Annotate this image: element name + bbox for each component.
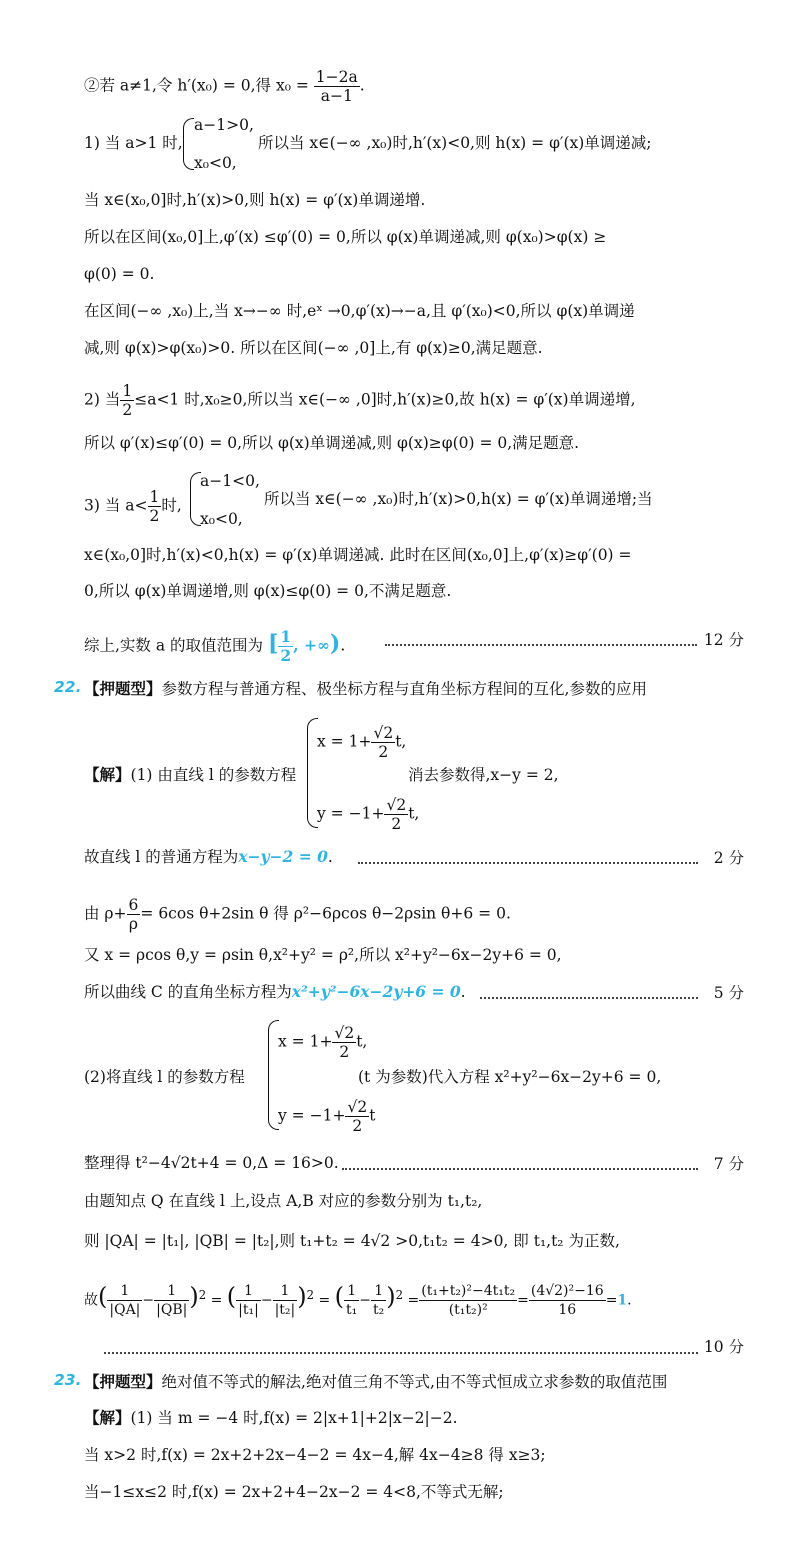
leader-dots — [104, 1352, 698, 1354]
text-line: 所以当 x∈(−∞ ,x₀)时,h′(x)>0,h(x) = φ′(x)单调递增;当 — [264, 490, 653, 508]
text-line: 所以当 x∈(−∞ ,x₀)时,h′(x)<0,则 h(x) = φ′(x)单调递减; — [258, 134, 652, 152]
text-line: 【解】(1) 当 m = −4 时,f(x) = 2|x+1|+2|x−2|−2. — [84, 1409, 458, 1427]
text-line: 由题知点 Q 在直线 l 上,设点 A,B 对应的参数分别为 t₁,t₂, — [84, 1192, 483, 1210]
text-line: 消去参数得,x−y = 2, — [408, 766, 559, 784]
text-line: 【解】(1) 由直线 l 的参数方程 — [84, 766, 297, 784]
score-label: 12 分 — [703, 631, 744, 649]
fraction: $\frac{1}{2}$ — [280, 627, 292, 665]
equation-line: 故( $\frac{1}{|QA|}$ − $\frac{1}{|QB|}$ )$^2$ = ( $\frac{1}{\text{|t₁|}}$ − $\frac{1}{\text{|t₂|}}$ )$^2$ = ( $\frac{1}{\text{t₁}}$ − $\frac{1}{\text{t₂}}$ )$^2$ = $\frac{\text{(t₁+t₂)²−4t₁t₂}}{\text{(t₁t₂)²}}$ = $\frac{\text{(4√2)²−16}}{16}$ =1. — [84, 1282, 632, 1318]
equation-x: x = 1+ $\frac{√2}{2}$ t, — [278, 1024, 368, 1061]
equation-y: y = −1+ $\frac{√2}{2}$ t, — [317, 796, 420, 833]
text-line: 整理得 t²−4√2t+4 = 0,Δ = 16>0. — [84, 1154, 339, 1172]
leader-dots — [385, 644, 697, 646]
text-line: 故直线 l 的普通方程为x−y−2 = 0. — [84, 847, 333, 866]
text-line: 所以 φ′(x)≤φ′(0) = 0,所以 φ(x)单调递减,则 φ(x)≥φ(0) = 0,满足题意. — [84, 434, 580, 452]
text-line: 又 x = ρcos θ,y = ρsin θ,x²+y² = ρ²,所以 x²+y²−6x−2y+6 = 0, — [84, 946, 562, 964]
brace — [183, 118, 194, 170]
text-line: 由 ρ+ $\frac{6}{\rho}$ = 6cos θ+2sin θ 得 ρ²−6ρcos θ−2ρsin θ+6 = 0. — [84, 896, 511, 933]
text-line: 当−1≤x≤2 时,f(x) = 2x+2+4−2x−2 = 4<8,不等式无解; — [84, 1483, 504, 1501]
text-line: 2) 当 $\frac{1}{2}$ ≤a<1 时,x₀≥0,所以当 x∈(−∞ ,0]时,h′(x)≥0,故 h(x) = φ′(x)单调递增, — [84, 382, 636, 419]
score-label: 7 分 — [713, 1155, 744, 1173]
system-line: x₀<0, — [200, 510, 243, 528]
question-number: 23. — [54, 1371, 82, 1389]
fraction: $\frac{1}{2}$ — [122, 382, 133, 419]
equation-y: y = −1+ $\frac{√2}{2}$ t — [278, 1098, 376, 1135]
system-line: a−1<0, — [200, 472, 260, 490]
text-line: x∈(x₀,0]时,h′(x)<0,h(x) = φ′(x)单调递减. 此时在区间(x₀,0]上,φ′(x)≥φ′(0) = — [84, 546, 632, 564]
leader-dots — [342, 1168, 698, 1170]
system-line: a−1>0, — [194, 116, 254, 134]
text-line: (t 为参数)代入方程 x²+y²−6x−2y+6 = 0, — [358, 1068, 662, 1086]
text-line: 当 x>2 时,f(x) = 2x+2+2x−4−2 = 4x−4,解 4x−4≥8 得 x≥3; — [84, 1446, 546, 1464]
score-label: 2 分 — [713, 849, 744, 867]
text-line: 综上,实数 a 的取值范围为 [ $\frac{1}{2}$ , +∞). — [84, 627, 346, 665]
text-line: (2)将直线 l 的参数方程 — [84, 1068, 245, 1086]
text-line: 1) 当 a>1 时, — [84, 134, 183, 152]
fraction: $\frac{1-2a}{a-1}$ — [315, 68, 358, 105]
text-line: 3) 当 a< $\frac{1}{2}$ 时, — [84, 488, 182, 525]
text-line: 当 x∈(x₀,0]时,h′(x)>0,则 h(x) = φ′(x)单调递增. — [84, 191, 426, 209]
fraction: $\frac{1}{2}$ — [149, 488, 160, 525]
text-line: 在区间(−∞ ,x₀)上,当 x→−∞ 时,eˣ →0,φ′(x)→−a,且 φ′(x₀)<0,所以 φ(x)单调递 — [84, 302, 635, 320]
score-label: 10 分 — [703, 1338, 744, 1356]
question-heading: 【押题型】绝对值不等式的解法,绝对值三角不等式,由不等式恒成立求参数的取值范围 — [84, 1373, 668, 1391]
text-line: 减,则 φ(x)>φ(x₀)>0. 所以在区间(−∞ ,0]上,有 φ(x)≥0,满足题意. — [84, 339, 543, 357]
text-line: 0,所以 φ(x)单调递增,则 φ(x)≤φ(0) = 0,不满足题意. — [84, 582, 452, 600]
text-line: 则 |QA| = |t₁|, |QB| = |t₂|,则 t₁+t₂ = 4√2 >0,t₁t₂ = 4>0, 即 t₁,t₂ 为正数, — [84, 1232, 620, 1250]
score-label: 5 分 — [713, 984, 744, 1002]
leader-dots — [358, 862, 698, 864]
question-number: 22. — [54, 678, 82, 696]
text-line: φ(0) = 0. — [84, 265, 155, 283]
question-heading: 【押题型】参数方程与普通方程、极坐标方程与直角坐标方程间的互化,参数的应用 — [84, 680, 647, 698]
text-line: 所以在区间(x₀,0]上,φ′(x) ≤φ′(0) = 0,所以 φ(x)单调递减,则 φ(x₀)>φ(x) ≥ — [84, 228, 607, 246]
system-line: x₀<0, — [194, 154, 237, 172]
leader-dots — [480, 997, 698, 999]
text-line: 所以曲线 C 的直角坐标方程为x²+y²−6x−2y+6 = 0. — [84, 982, 466, 1001]
equation-x: x = 1+ $\frac{√2}{2}$ t, — [317, 724, 407, 761]
text-line: ②若 a≠1,令 h′(x₀) = 0,得 x₀ = $\frac{1-2a}{a-1}$ . — [84, 68, 365, 105]
